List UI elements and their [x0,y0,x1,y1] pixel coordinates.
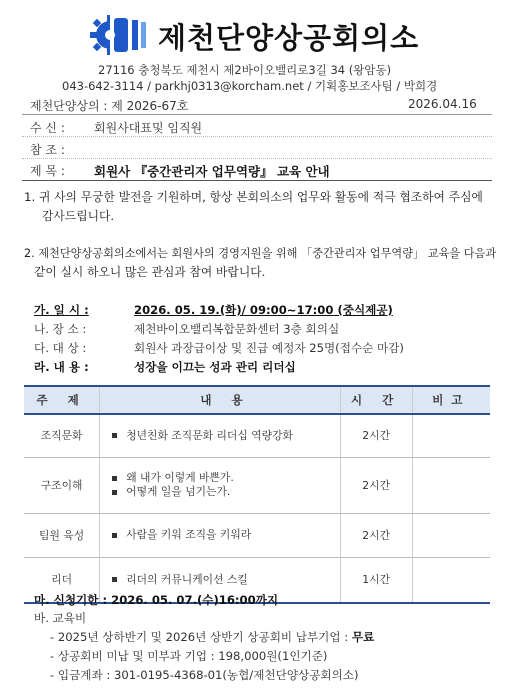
chamber-gear-icon [90,12,154,58]
row-topic: 구조이해 [24,457,100,513]
table-row [24,457,490,513]
row-time: 2시간 [340,457,412,513]
table-row [24,414,490,457]
document-date: 2026.04.16 [408,97,477,111]
row-topic: 리더 [24,557,100,603]
row-note [412,557,490,603]
divider [22,180,492,181]
row-content-line: 왜 내가 이렇게 바쁜가. [126,471,234,484]
schedule-table [24,385,490,604]
row-content [100,457,341,513]
recipient-label: 수 신 : [30,121,65,135]
event-content-value: 성장을 이끄는 성과 관리 리더십 [134,360,296,374]
fee-line-members-value: 무료 [351,630,375,644]
divider [22,158,492,159]
event-date-value: 2026. 05. 19.(화)/ 09:00~17:00 (중식제공) [134,303,393,317]
fee-bank-account: - 입금계좌 : 301-0195-4368-01(농협/제천단양상공회의소) [50,668,359,682]
bullet-icon [112,533,117,538]
row-content-line: 사람을 키워 조직을 키워라 [126,528,252,541]
divider [22,136,492,137]
row-time: 1시간 [340,557,412,603]
row-content [100,513,341,557]
bullet-icon [112,490,117,495]
event-target-value: 회원사 과장급이상 및 진급 예정자 25명(접수순 마감) [134,341,404,355]
row-note [412,457,490,513]
row-topic: 조직문화 [24,414,100,457]
column-header-content: 내 용 [100,386,341,414]
bullet-icon [112,577,117,582]
fee-line-members-text: - 2025년 상하반기 및 2026년 상반기 상공회비 납부기업 : [50,630,352,644]
fee-line-nonmembers: - 상공회비 미납 및 미부과 기업 : 198,000원(1인기준) [50,649,328,663]
column-header-note: 비고 [412,386,490,414]
row-content-line: 리더의 커뮤니케이션 스킬 [126,572,248,586]
fee-line-members [50,629,374,645]
document-number: 제천단양상의 : 제 2026-67호 [30,99,189,113]
row-note [412,414,490,457]
row-note [412,513,490,557]
row-topic: 팀원 육성 [24,513,100,557]
table-row [24,513,490,557]
application-deadline: 마. 신청기한 : 2026. 05. 07.(수)16:00까지 [34,593,279,607]
row-time: 2시간 [340,513,412,557]
row-content [100,414,341,457]
column-header-topic: 주 제 [24,386,100,414]
recipient-value: 회원사대표및 임직원 [94,121,203,135]
event-content-label: 라. 내 용 : [34,360,89,374]
event-place-value: 제천바이오밸리복합문화센터 3층 회의실 [134,322,340,336]
paragraph-1-line-2: 감사드립니다. [42,209,115,223]
row-content-line: 청년친화 조직문화 리더십 역량강화 [126,428,293,442]
bullet-icon [112,433,117,438]
event-date-label: 가. 일 시 : [34,303,89,317]
event-place-label: 나. 장 소 : [34,322,87,336]
paragraph-2-line-2: 같이 실시 하오니 많은 관심과 참여 바랍니다. [34,265,266,279]
cc-label: 참 조 : [30,143,65,157]
paragraph-2-line-1: 2. 제천단양상공회의소에서는 회원사의 경영지원을 위해 「중간관리자 업무역량」 교육을 다음과 [24,247,497,260]
subject-value: 회원사 『중간관리자 업무역량』 교육 안내 [94,164,330,179]
row-content-line: 어떻게 일을 넘기는가. [126,485,231,498]
event-target-label: 다. 대 상 : [34,341,87,355]
table-header-row [24,386,490,414]
contact-info: 043-642-3114 / parkhj0313@korcham.net / 기획홍보조사팀 / 박희경 [62,79,438,93]
bullet-icon [112,476,117,481]
address: 27116 충청북도 제천시 제2바이오밸리로3길 34 (왕암동) [98,63,392,77]
fee-label: 바. 교육비 [34,611,87,625]
divider [22,114,492,115]
org-name: 제천단양상공회의소 [158,21,420,55]
row-time: 2시간 [340,414,412,457]
subject-label: 제 목 : [30,164,65,178]
paragraph-1-line-1: 1. 귀 사의 무궁한 발전을 기원하며, 항상 본회의소의 업무와 활동에 적극 협조하여 주심에 [24,190,483,204]
org-logo [90,12,420,58]
column-header-time: 시 간 [340,386,412,414]
